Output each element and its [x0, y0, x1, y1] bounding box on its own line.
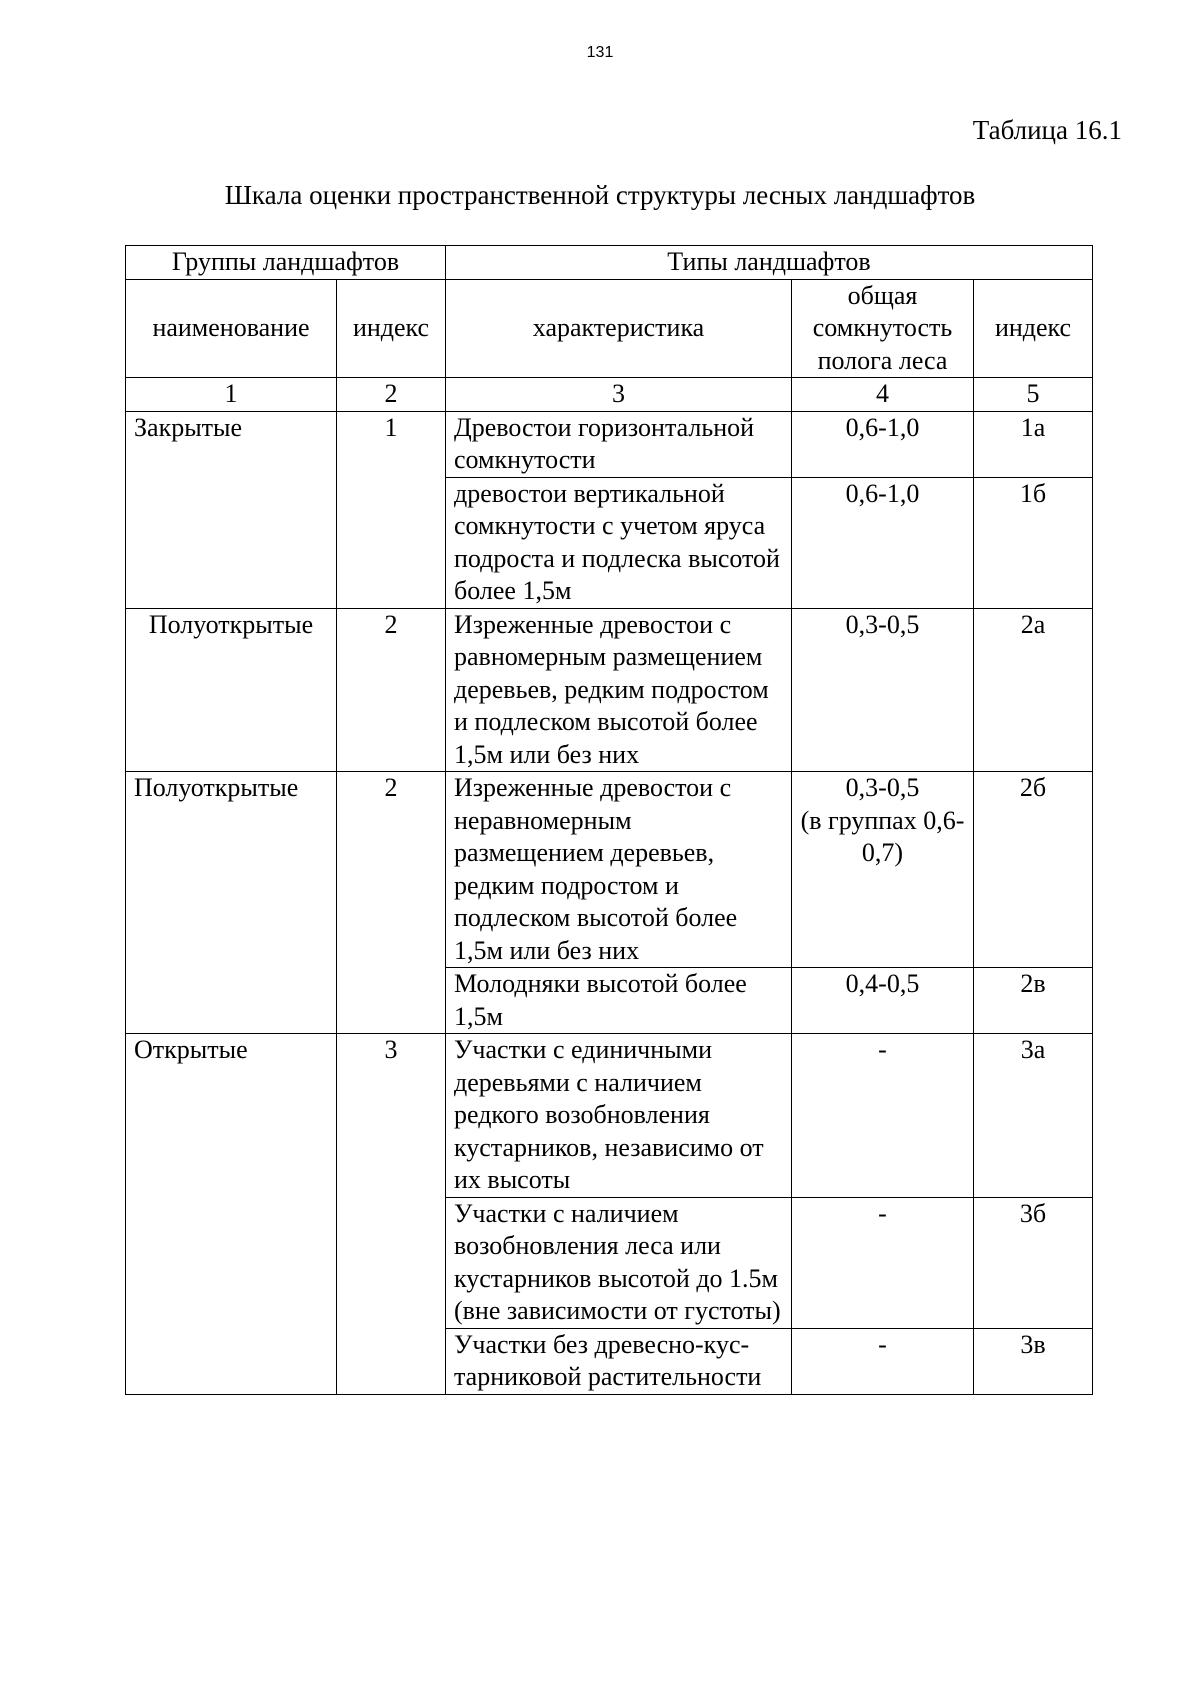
header-row-groups: [126, 246, 1093, 280]
header-group-index: индекс: [337, 279, 446, 378]
group-index: 2: [337, 772, 446, 1034]
group-index: 1: [337, 411, 446, 608]
type-closure: 0,6-1,0: [792, 411, 974, 477]
type-index: 1б: [974, 477, 1093, 608]
type-index: 2а: [974, 608, 1093, 772]
header-landscape-types: Типы ландшафтов: [446, 246, 1093, 280]
table-row: [126, 1034, 1093, 1198]
group-name: Полуоткрытые: [126, 772, 337, 1034]
group-index: 3: [337, 1034, 446, 1395]
type-characteristic: Изреженные древостои с равномерным размещением деревьев, редким подростом и подлеском высотой более 1,5м или без них: [446, 608, 792, 772]
type-characteristic: Древостои горизонтальной сомкнутости: [446, 411, 792, 477]
type-characteristic: Участки с наличием возобновления леса или кустарников высотой до 1.5м (вне зависимости от густоты): [446, 1197, 792, 1328]
type-closure: -: [792, 1328, 974, 1394]
header-characteristic: характеристика: [446, 279, 792, 378]
type-index: 3б: [974, 1197, 1093, 1328]
group-name: Открытые: [126, 1034, 337, 1395]
header-closure-line1: общая: [847, 280, 918, 310]
type-characteristic: Молодняки высотой более 1,5м: [446, 968, 792, 1034]
header-name: наименование: [126, 279, 337, 378]
type-index: 2б: [974, 772, 1093, 968]
column-number: 4: [792, 378, 974, 412]
type-closure-note: (в группах 0,6-0,7): [800, 805, 965, 867]
column-number: 3: [446, 378, 792, 412]
table-title: Шкала оценки пространственной структуры лесных ландшафтов: [224, 180, 976, 210]
header-landscape-groups: Группы ландшафтов: [126, 246, 446, 280]
header-canopy-closure: [792, 279, 974, 378]
column-number: 1: [126, 378, 337, 412]
table-row: [126, 772, 1093, 968]
column-number: 2: [337, 378, 446, 412]
type-closure: 0,4-0,5: [792, 968, 974, 1034]
type-index: 1а: [974, 411, 1093, 477]
type-index: 3а: [974, 1034, 1093, 1198]
page-number: 131: [586, 44, 614, 61]
type-closure: 0,3-0,5: [792, 608, 974, 772]
header-row-columns: [126, 279, 1093, 378]
landscape-structure-table: [125, 245, 1093, 1395]
group-index: 2: [337, 608, 446, 772]
header-closure-line3: полога леса: [817, 345, 948, 375]
type-index: 3в: [974, 1328, 1093, 1394]
type-characteristic: Участки без древесно-кус-тарниковой растительности: [446, 1328, 792, 1394]
type-characteristic: Участки с единичными деревьями с наличием редкого возобновления кустарников, независимо от их высоты: [446, 1034, 792, 1198]
type-closure: -: [792, 1197, 974, 1328]
type-index: 2в: [974, 968, 1093, 1034]
type-closure: 0,6-1,0: [792, 477, 974, 608]
table-label: Таблица 16.1: [972, 115, 1122, 145]
header-type-index: индекс: [974, 279, 1093, 378]
group-name: Полуоткрытые: [126, 608, 337, 772]
table-row: [126, 608, 1093, 772]
type-characteristic: Изреженные древостои с неравномерным размещением деревьев, редким подростом и подлеском высотой более 1,5м или без них: [446, 772, 792, 968]
column-number: 5: [974, 378, 1093, 412]
group-name: Закрытые: [126, 411, 337, 608]
type-closure-value: 0,3-0,5: [845, 773, 920, 802]
column-number-row: [126, 378, 1093, 412]
table-row: [126, 411, 1093, 477]
type-closure: -: [792, 1034, 974, 1198]
header-closure-line2: сомкнутость: [812, 313, 953, 342]
type-characteristic: древостои вертикальной сомкнутости с учетом яруса подроста и подлеска высотой более 1,5м: [446, 477, 792, 608]
type-closure: [792, 772, 974, 968]
